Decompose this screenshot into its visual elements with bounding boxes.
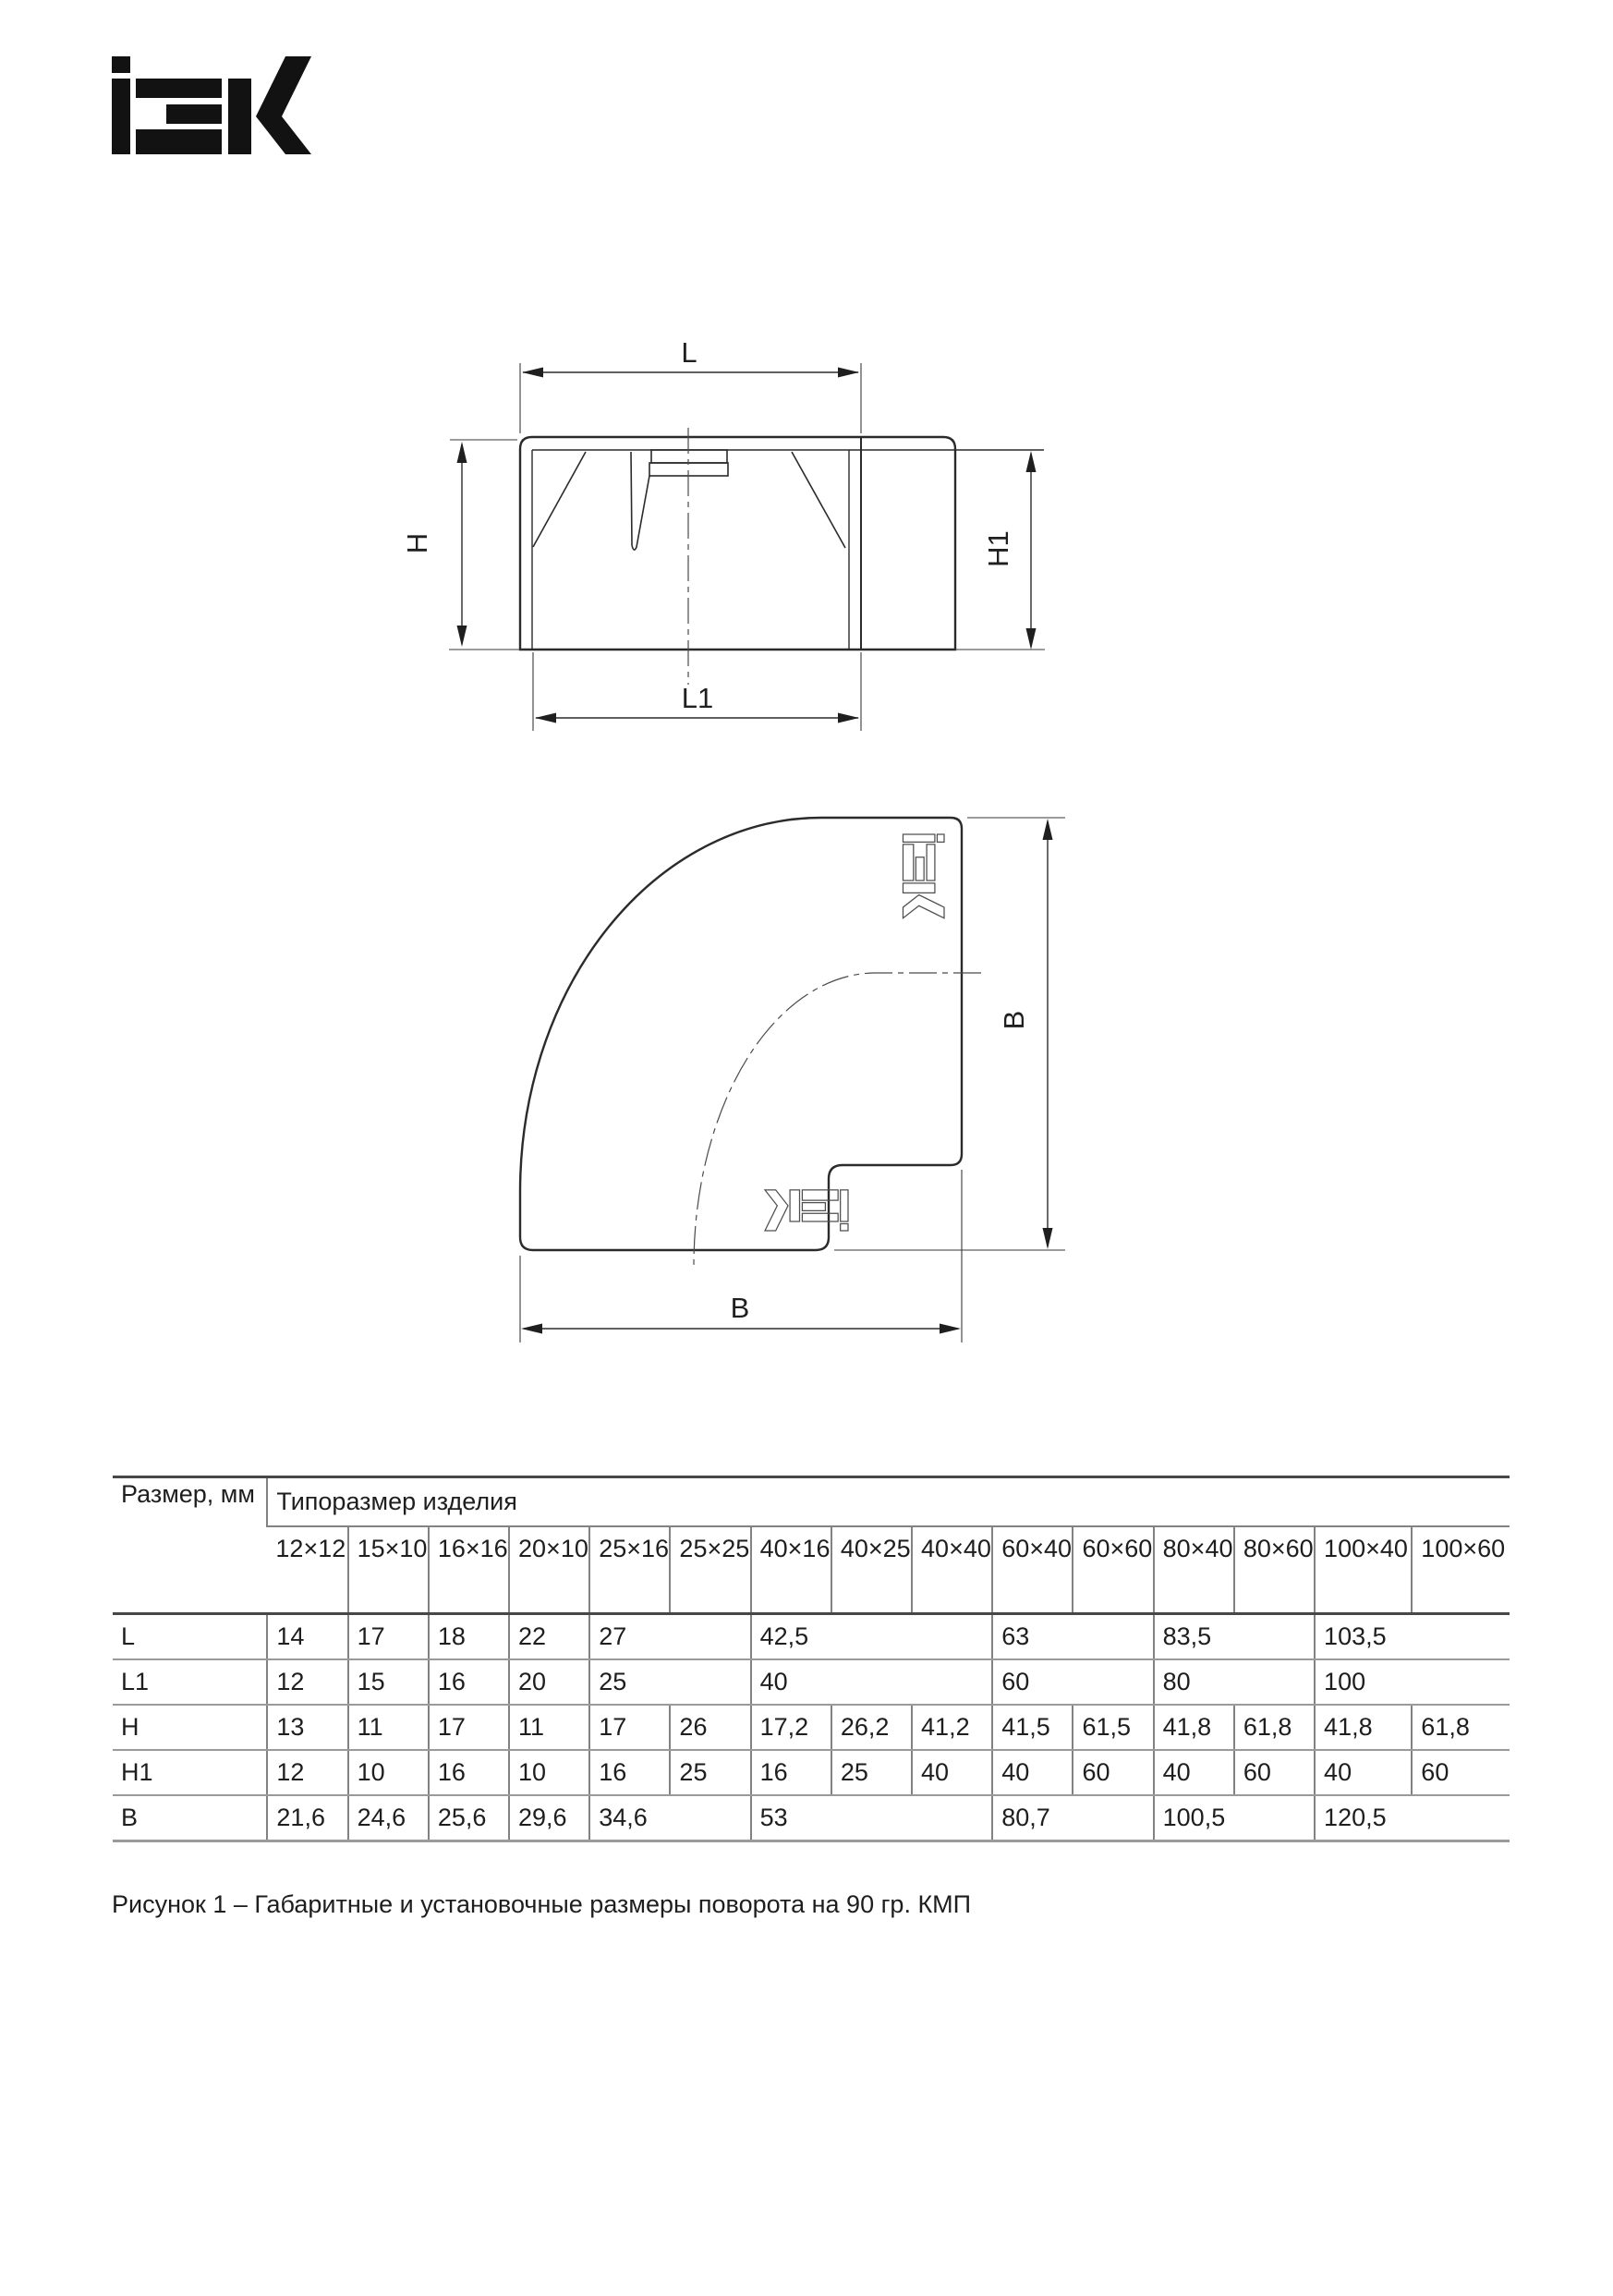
arrowhead: [838, 713, 859, 723]
table-cell: 41,8: [1315, 1705, 1412, 1750]
table-cell: 17,2: [751, 1705, 831, 1750]
table-cell: 27: [589, 1614, 750, 1660]
table-row-label: H1: [113, 1750, 267, 1795]
table-cell: 10: [348, 1750, 429, 1795]
dimension-H: [401, 442, 467, 647]
table-cell: 17: [589, 1705, 670, 1750]
size-table: [113, 1476, 1510, 1842]
table-column-header: 20×10: [509, 1526, 589, 1614]
table-cell: 103,5: [1315, 1614, 1510, 1660]
table-cell: 16: [429, 1750, 509, 1795]
table-cell: 120,5: [1315, 1795, 1510, 1841]
table-cell: 14: [267, 1614, 347, 1660]
table-cell: 16: [751, 1750, 831, 1795]
table-cell: 41,2: [912, 1705, 992, 1750]
table-cell: 60: [992, 1659, 1153, 1705]
table-cell: 12: [267, 1659, 347, 1705]
table-column-header: 25×16: [589, 1526, 670, 1614]
table-cell: 15: [348, 1659, 429, 1705]
table-row-label: B: [113, 1795, 267, 1841]
table-cell: 16: [429, 1659, 509, 1705]
dimension-L: [522, 336, 859, 378]
arrowhead: [521, 1324, 542, 1334]
table-cell: 29,6: [509, 1795, 589, 1841]
dimension-H-label: H: [401, 532, 433, 554]
table-cell: 60: [1073, 1750, 1153, 1795]
table-row: [113, 1659, 1510, 1705]
size-table-section: [113, 1476, 1510, 1842]
table-cell: 60: [1412, 1750, 1510, 1795]
arrowhead: [522, 368, 543, 378]
table-column-header: 12×12: [267, 1526, 347, 1614]
table-cell: 12: [267, 1750, 347, 1795]
table-cell: 20: [509, 1659, 589, 1705]
dimension-B-horizontal: [521, 1292, 961, 1334]
arrowhead: [838, 368, 859, 378]
front-view-drawing: [401, 336, 1045, 731]
table-cell: 17: [429, 1705, 509, 1750]
dimension-L-label: L: [681, 336, 697, 369]
extension-lines: [520, 818, 1065, 1342]
dimension-H1-label: H1: [982, 530, 1014, 567]
table-column-header: 40×16: [751, 1526, 831, 1614]
dimension-B-vertical: [998, 819, 1053, 1249]
table-cell: 25: [831, 1750, 912, 1795]
bend-outline: [520, 818, 962, 1250]
table-column-header: 60×60: [1073, 1526, 1153, 1614]
arrowhead: [940, 1324, 961, 1334]
table-row-label: L1: [113, 1659, 267, 1705]
table-cell: 26: [670, 1705, 750, 1750]
table-cell: 40: [751, 1659, 993, 1705]
table-cell: 83,5: [1154, 1614, 1315, 1660]
table-cell: 61,8: [1412, 1705, 1510, 1750]
table-cell: 25,6: [429, 1795, 509, 1841]
table-cell: 21,6: [267, 1795, 347, 1841]
arrowhead: [1043, 1228, 1053, 1249]
table-cell: 41,5: [992, 1705, 1073, 1750]
table-cell: 53: [751, 1795, 993, 1841]
table-cell: 61,8: [1234, 1705, 1315, 1750]
left-diagonal: [533, 452, 586, 547]
table-row: [113, 1750, 1510, 1795]
table-cell: 41,8: [1154, 1705, 1234, 1750]
table-column-header: 16×16: [429, 1526, 509, 1614]
dimension-L1: [535, 682, 859, 723]
arrowhead: [1026, 451, 1037, 472]
table-row-label: L: [113, 1614, 267, 1660]
table-cell: 25: [670, 1750, 750, 1795]
table-column-header: 25×25: [670, 1526, 750, 1614]
table-column-header: 15×10: [348, 1526, 429, 1614]
table-column-header: 100×40: [1315, 1526, 1412, 1614]
front-view-outline: [520, 437, 955, 650]
table-cell: 80,7: [992, 1795, 1153, 1841]
iek-logo: [112, 56, 311, 154]
table-cell: 16: [589, 1750, 670, 1795]
table-cell: 25: [589, 1659, 750, 1705]
embossed-iek-logo-top: [903, 834, 944, 918]
dimension-B-horizontal-label: B: [730, 1292, 750, 1324]
table-column-header: 40×25: [831, 1526, 912, 1614]
latch-detail: [631, 450, 728, 550]
table-cell: 40: [912, 1750, 992, 1795]
table-cell: 26,2: [831, 1705, 912, 1750]
table-cell: 61,5: [1073, 1705, 1153, 1750]
arrowhead: [1026, 628, 1037, 650]
dimension-B-vertical-label: B: [998, 1010, 1030, 1030]
figure-caption: Рисунок 1 – Габаритные и установочные размеры поворота на 90 гр. КМП: [112, 1890, 972, 1918]
table-cell: 80: [1154, 1659, 1315, 1705]
table-column-header: 60×40: [992, 1526, 1073, 1614]
table-cell: 42,5: [751, 1614, 993, 1660]
table-cell: 100: [1315, 1659, 1510, 1705]
bend-view-drawing: [520, 818, 1065, 1342]
table-column-header: 100×60: [1412, 1526, 1510, 1614]
table-cell: 40: [1154, 1750, 1234, 1795]
table-cell: 24,6: [348, 1795, 429, 1841]
arrowhead: [1043, 819, 1053, 840]
table-cell: 18: [429, 1614, 509, 1660]
table-cell: 40: [1315, 1750, 1412, 1795]
right-diagonal: [792, 452, 845, 548]
table-cell: 100,5: [1154, 1795, 1315, 1841]
table-group-header: Типоразмер изделия: [267, 1477, 1510, 1527]
table-row-label: H: [113, 1705, 267, 1750]
table-column-header: 80×40: [1154, 1526, 1234, 1614]
table-cell: 40: [992, 1750, 1073, 1795]
table-row: [113, 1795, 1510, 1841]
embossed-iek-logo-bottom: [765, 1190, 848, 1231]
table-corner-header: Размер, мм: [113, 1477, 267, 1614]
table-cell: 13: [267, 1705, 347, 1750]
table-cell: 10: [509, 1750, 589, 1795]
table-cell: 63: [992, 1614, 1153, 1660]
arrowhead: [457, 626, 467, 647]
table-cell: 11: [509, 1705, 589, 1750]
dimension-L1-label: L1: [681, 682, 714, 714]
table-cell: 17: [348, 1614, 429, 1660]
arrowhead: [457, 442, 467, 463]
dimension-H1: [982, 451, 1037, 650]
table-column-header: 40×40: [912, 1526, 992, 1614]
table-cell: 11: [348, 1705, 429, 1750]
table-cell: 22: [509, 1614, 589, 1660]
table-row: [113, 1614, 1510, 1660]
arrowhead: [535, 713, 556, 723]
table-cell: 60: [1234, 1750, 1315, 1795]
table-cell: 34,6: [589, 1795, 750, 1841]
table-row: [113, 1705, 1510, 1750]
table-column-header: 80×60: [1234, 1526, 1315, 1614]
